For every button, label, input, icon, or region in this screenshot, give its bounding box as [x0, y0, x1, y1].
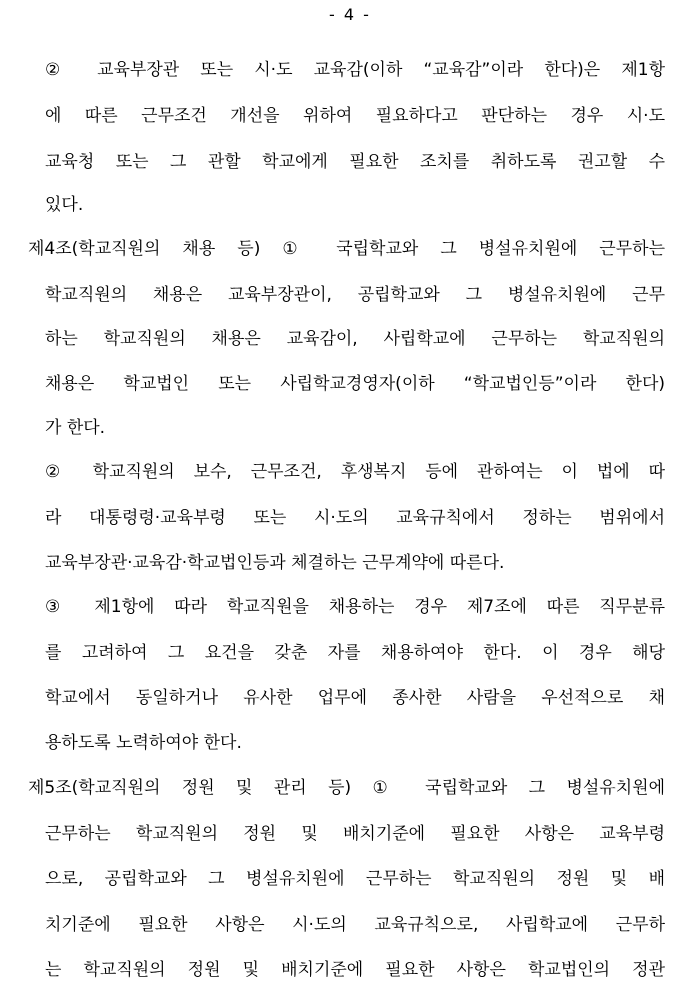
text-line: 를 고려하여 그 요건을 갖춘 자를 채용하여야 한다. 이 경우 해당	[45, 643, 665, 663]
text-line: ② 학교직원의 보수, 근무조건, 후생복지 등에 관하여는 이 법에 따	[45, 462, 665, 482]
text-line: 에 따른 근무조건 개선을 위하여 필요하다고 판단하는 경우 시·도	[45, 106, 665, 126]
text-line: ② 교육부장관 또는 시·도 교육감(이하 “교육감”이라 한다)은 제1항	[45, 60, 665, 80]
text-line: 가 한다.	[45, 418, 106, 438]
text-line: 학교직원의 채용은 교육부장관이, 공립학교와 그 병설유치원에 근무	[45, 285, 665, 305]
text-line: 으로, 공립학교와 그 병설유치원에 근무하는 학교직원의 정원 및 배	[45, 869, 665, 889]
text-line: 교육부장관·교육감·학교법인등과 체결하는 근무계약에 따른다.	[45, 553, 505, 573]
article-heading-line: 제4조(학교직원의 채용 등) ① 국립학교와 그 병설유치원에 근무하는	[28, 239, 665, 259]
text-line: 있다.	[45, 195, 84, 215]
text-line: ③ 제1항에 따라 학교직원을 채용하는 경우 제7조에 따른 직무분류	[45, 597, 665, 617]
text-line: 하는 학교직원의 채용은 교육감이, 사립학교에 근무하는 학교직원의	[45, 329, 665, 349]
article-heading-line: 제5조(학교직원의 정원 및 관리 등) ① 국립학교와 그 병설유치원에	[28, 778, 665, 798]
text-line: 치기준에 필요한 사항은 시·도의 교육규칙으로, 사립학교에 근무하	[45, 915, 665, 935]
text-line: 학교에서 동일하거나 유사한 업무에 종사한 사람을 우선적으로 채	[45, 688, 665, 708]
text-line: 근무하는 학교직원의 정원 및 배치기준에 필요한 사항은 교육부령	[45, 824, 665, 844]
text-line: 채용은 학교법인 또는 사립학교경영자(이하 “학교법인등”이라 한다)	[45, 374, 665, 394]
text-line: 라 대통령령·교육부령 또는 시·도의 교육규칙에서 정하는 범위에서	[45, 508, 665, 528]
text-line: 는 학교직원의 정원 및 배치기준에 필요한 사항은 학교법인의 정관	[45, 960, 665, 980]
text-line: 용하도록 노력하여야 한다.	[45, 733, 242, 753]
page-number: - 4 -	[329, 5, 371, 24]
text-line: 교육청 또는 그 관할 학교에게 필요한 조치를 취하도록 권고할 수	[45, 152, 665, 172]
